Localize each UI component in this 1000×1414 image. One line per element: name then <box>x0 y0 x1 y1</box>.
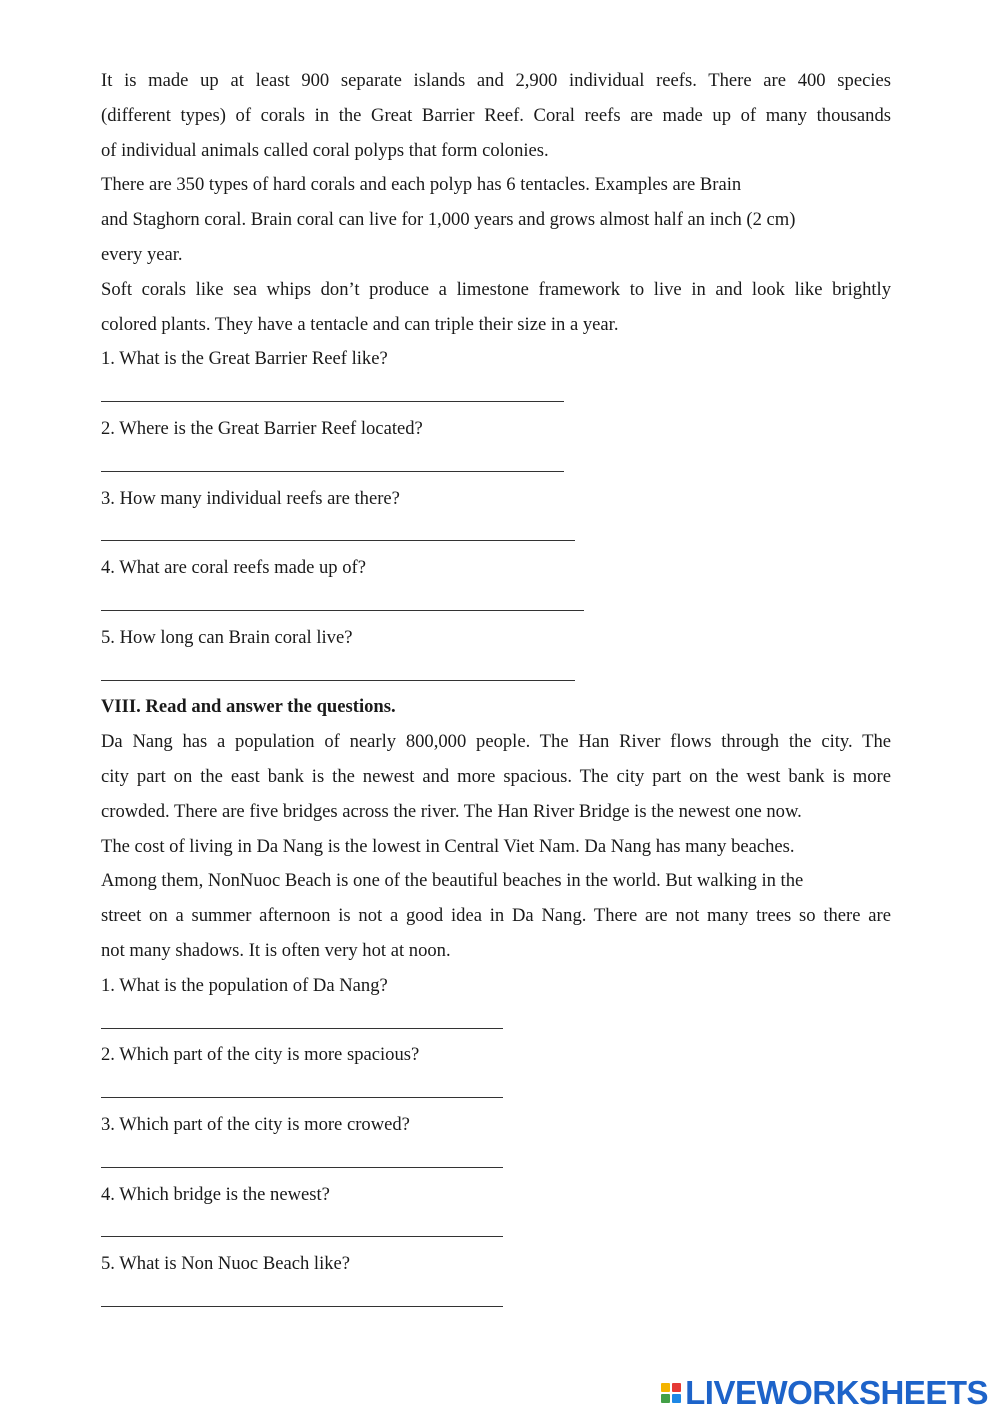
passage-line: Soft corals like sea whips don’t produce a limestone framework to live in and look like brightly <box>101 278 891 300</box>
worksheet-page <box>101 64 891 1317</box>
passage-line: There are 350 types of hard corals and each polyp has 6 tentacles. Examples are Brain <box>101 174 742 196</box>
answer-field[interactable] <box>101 447 891 482</box>
answer-field[interactable] <box>101 656 891 691</box>
answer-field[interactable] <box>101 1073 891 1108</box>
question-text: 1. What is the population of Da Nang? <box>101 974 388 996</box>
answer-field[interactable] <box>101 1212 891 1247</box>
passage-line: of individual animals called coral polyps that form colonies. <box>101 139 549 161</box>
passage-line: Da Nang has a population of nearly 800,000 people. The Han River flows through the city. The <box>101 731 891 753</box>
question-text: 5. How long can Brain coral live? <box>101 626 353 648</box>
logo-square <box>672 1383 681 1392</box>
question-text: 2. Where is the Great Barrier Reef located? <box>101 417 423 439</box>
question-text: 5. What is Non Nuoc Beach like? <box>101 1253 351 1275</box>
answer-field[interactable] <box>101 516 891 551</box>
answer-field[interactable] <box>101 1282 891 1317</box>
passage-line: city part on the east bank is the newest and more spacious. The city part on the west bank is more <box>101 765 891 787</box>
question-text: 3. How many individual reefs are there? <box>101 487 400 509</box>
logo-mark-icon <box>661 1383 681 1403</box>
passage-line: The cost of living in Da Nang is the lowest in Central Viet Nam. Da Nang has many beaches. <box>101 835 795 857</box>
passage-line: every year. <box>101 243 183 265</box>
passage-line: not many shadows. It is often very hot at noon. <box>101 939 451 961</box>
passage-line: street on a summer afternoon is not a good idea in Da Nang. There are not many trees so there are <box>101 905 891 927</box>
logo-text: LIVEWORKSHEETS <box>685 1374 988 1411</box>
passage-line: It is made up at least 900 separate islands and 2,900 individual reefs. There are 400 species <box>101 70 891 91</box>
answer-field[interactable] <box>101 1143 891 1178</box>
passage-line: crowded. There are five bridges across the river. The Han River Bridge is the newest one now. <box>101 800 802 822</box>
passage-line: Among them, NonNuoc Beach is one of the beautiful beaches in the world. But walking in the <box>101 870 804 892</box>
logo-square <box>661 1383 670 1392</box>
liveworksheets-logo[interactable] <box>661 1374 988 1412</box>
passage-line: (different types) of corals in the Great Barrier Reef. Coral reefs are made up of many thousands <box>101 104 891 126</box>
logo-square <box>672 1394 681 1403</box>
answer-field[interactable] <box>101 377 891 412</box>
passage-line: colored plants. They have a tentacle and can triple their size in a year. <box>101 313 619 335</box>
section-heading: VIII. Read and answer the questions. <box>101 696 396 718</box>
answer-field[interactable] <box>101 586 891 621</box>
question-text: 2. Which part of the city is more spacious? <box>101 1044 420 1066</box>
question-text: 4. What are coral reefs made up of? <box>101 557 366 579</box>
question-text: 1. What is the Great Barrier Reef like? <box>101 348 388 370</box>
question-text: 4. Which bridge is the newest? <box>101 1183 330 1205</box>
passage-line: and Staghorn coral. Brain coral can live for 1,000 years and grows almost half an inch (2 cm) <box>101 209 796 231</box>
answer-field[interactable] <box>101 1004 891 1039</box>
question-text: 3. Which part of the city is more crowed? <box>101 1113 410 1135</box>
logo-square <box>661 1394 670 1403</box>
